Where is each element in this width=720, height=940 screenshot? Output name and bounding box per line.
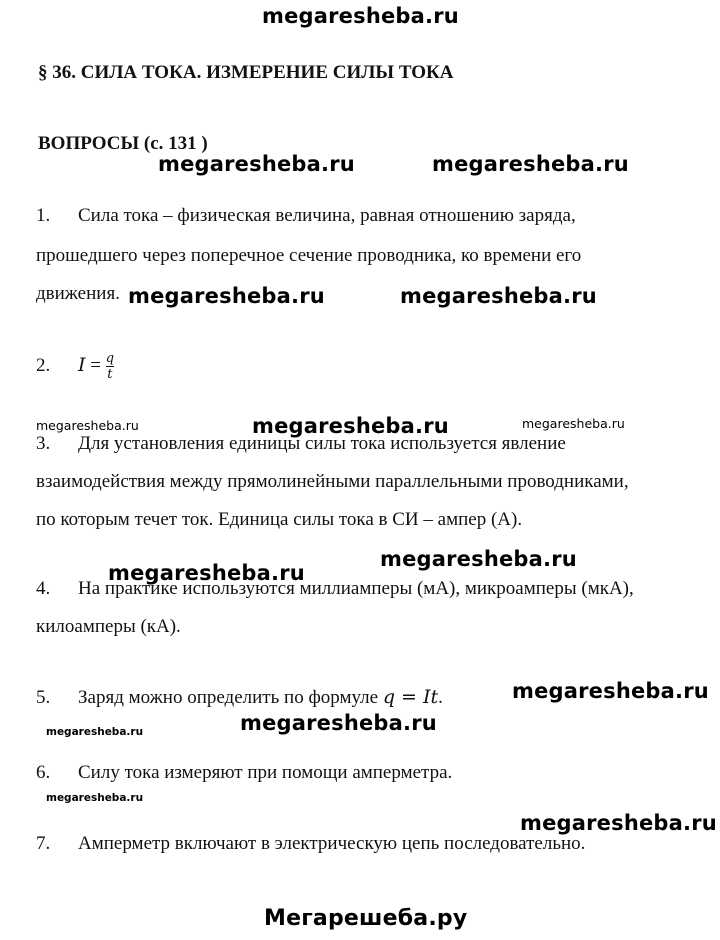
answer-1-line-1: 1. Сила тока – физическая величина, равная отношению заряда,	[36, 205, 576, 226]
answer-number: 4.	[36, 578, 51, 599]
footer-watermark: Мегарешеба.ру	[264, 906, 468, 931]
watermark: megaresheba.ru	[158, 152, 355, 176]
watermark: megaresheba.ru	[46, 792, 144, 804]
answer-3-line-2: взаимодействия между прямолинейными параллельными проводниками,	[36, 471, 629, 492]
watermark: megaresheba.ru	[520, 811, 717, 835]
answer-1-line-2: прошедшего через поперечное сечение проводника, ко времени его	[36, 245, 582, 266]
watermark: megaresheba.ru	[252, 414, 449, 438]
formula-fraction: $\frac{q}{t}$	[105, 351, 115, 382]
answer-number: 1.	[36, 205, 51, 226]
answer-number: 2.	[36, 354, 51, 376]
questions-heading: ВОПРОСЫ (с. 131 )	[38, 133, 208, 154]
answer-2	[36, 352, 114, 381]
watermark: megaresheba.ru	[512, 679, 709, 703]
answer-5: 5. Заряд можно определить по формуле q = It.	[36, 686, 443, 708]
answer-number: 6.	[36, 762, 51, 783]
answer-number: 7.	[36, 833, 51, 854]
header-watermark: megaresheba.ru	[262, 4, 459, 28]
answer-7: 7. Амперметр включают в электрическую цепь последовательно.	[36, 833, 586, 854]
answer-number: 3.	[36, 433, 51, 454]
watermark: megaresheba.ru	[128, 284, 325, 308]
answer-4-line-2: килоамперы (кА).	[36, 616, 181, 637]
formula-lhs: I	[78, 353, 86, 376]
answer-3-line-3: по которым течет ток. Единица силы тока в СИ – ампер (А).	[36, 509, 523, 530]
watermark: megaresheba.ru	[46, 726, 144, 738]
section-title: § 36. СИЛА ТОКА. ИЗМЕРЕНИЕ СИЛЫ ТОКА	[38, 62, 454, 83]
answer-3-line-1: 3. Для установления единицы силы тока используется явление	[36, 433, 566, 454]
watermark: megaresheba.ru	[36, 418, 139, 433]
watermark: megaresheba.ru	[108, 561, 305, 585]
formula-inline: q = It	[382, 686, 439, 708]
answer-6: 6. Силу тока измеряют при помощи амперметра.	[36, 762, 453, 783]
answer-number: 5.	[36, 687, 51, 708]
watermark: megaresheba.ru	[240, 711, 437, 735]
answer-1-line-3: движения.	[36, 283, 120, 304]
watermark: megaresheba.ru	[380, 547, 577, 571]
answer-4-line-1: 4. На практике используются миллиамперы (мА), микроамперы (мкА),	[36, 578, 634, 599]
watermark: megaresheba.ru	[432, 152, 629, 176]
formula-eq: =	[90, 354, 101, 376]
watermark: megaresheba.ru	[400, 284, 597, 308]
watermark: megaresheba.ru	[522, 416, 625, 431]
